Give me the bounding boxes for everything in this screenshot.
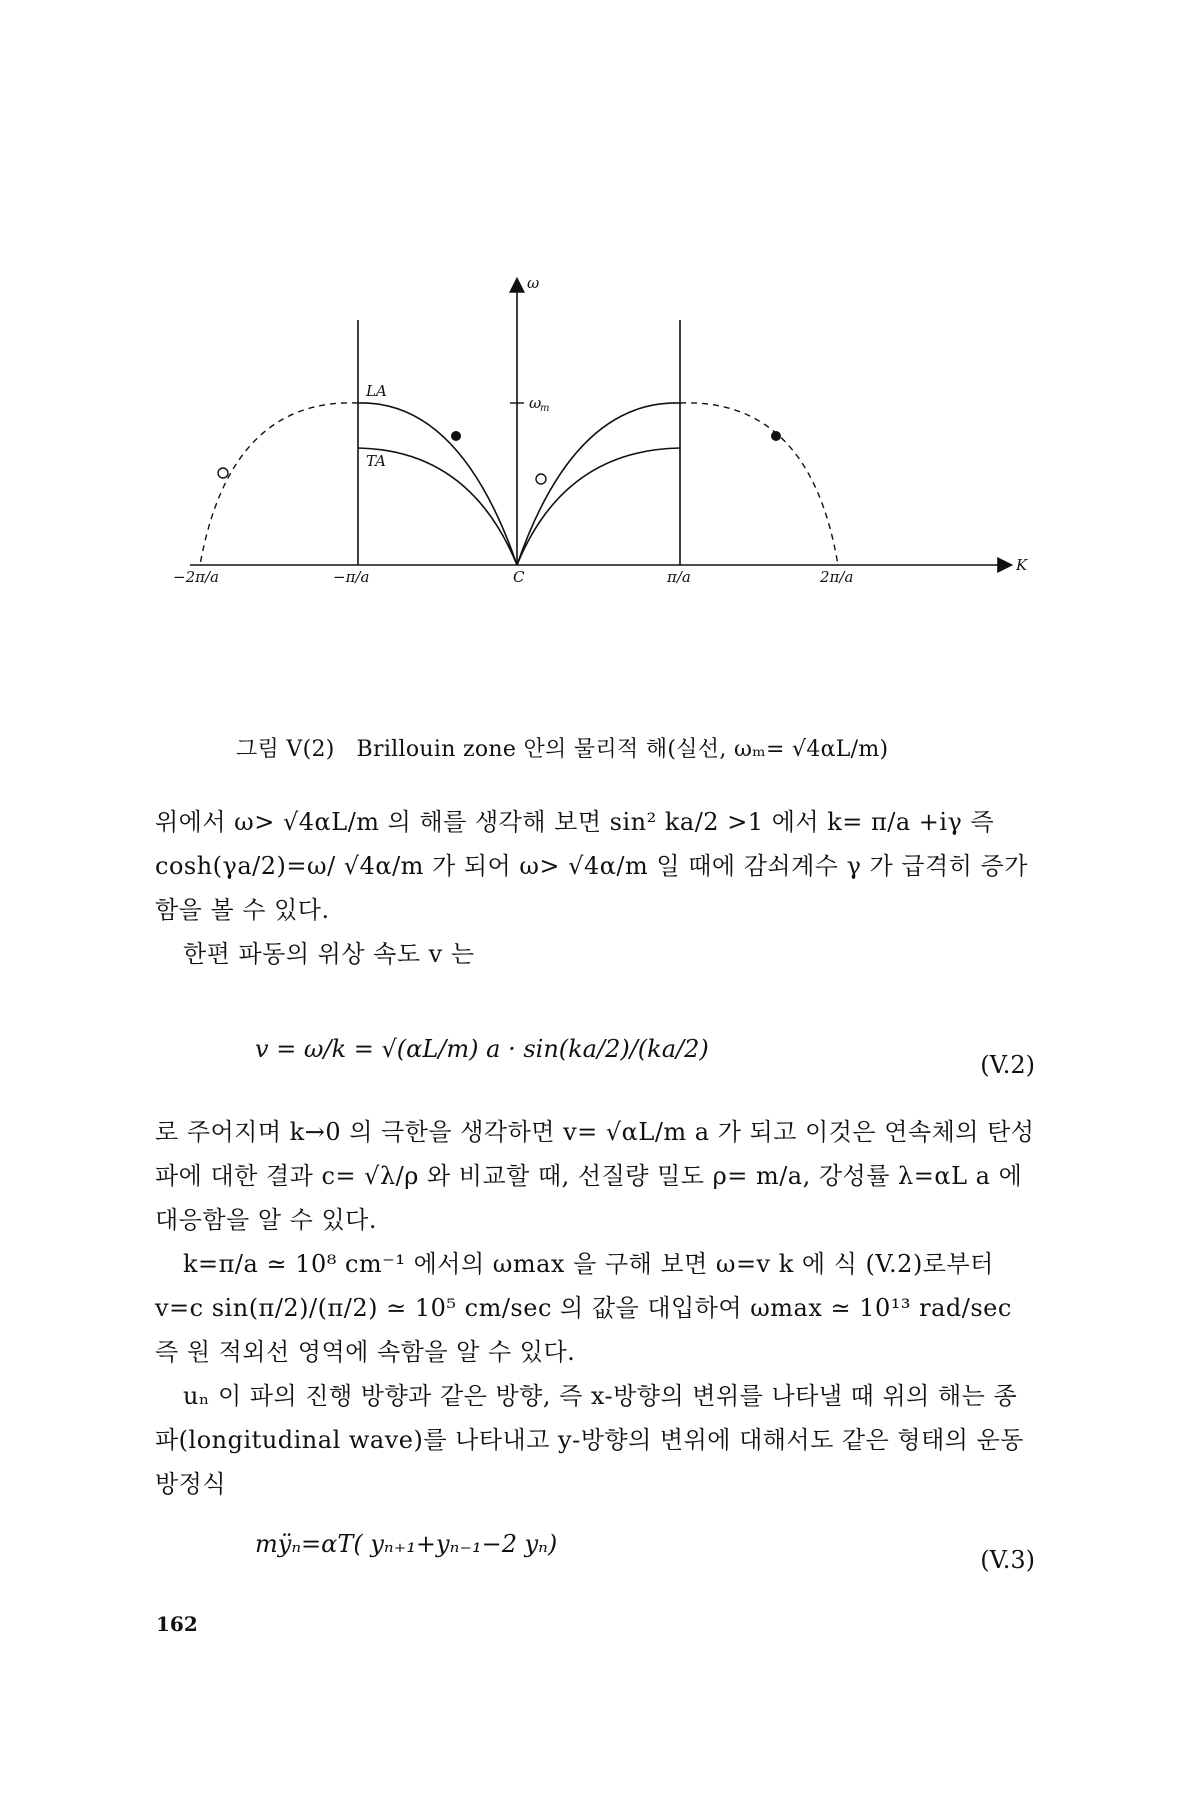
la-extended-right <box>680 403 838 565</box>
omega-m-subscript: m <box>540 403 550 414</box>
equation-v2-body: v = ω/k = √(αL/m) a · sin(ka/2)/(ka/2) <box>255 1035 709 1063</box>
dispersion-diagram <box>140 270 1080 700</box>
page-number: 162 <box>156 1612 198 1636</box>
la-label: LA <box>366 382 387 400</box>
point-filled-left <box>451 431 461 441</box>
tick-label-neg-pi: −π/a <box>333 568 370 586</box>
tick-label-neg-2pi: −2π/a <box>173 568 219 586</box>
ta-label: TA <box>366 452 387 470</box>
omega-axis-label: ω <box>527 274 540 292</box>
k-axis-label: K <box>1016 556 1028 574</box>
caption-text: Brillouin zone 안의 물리적 해(실선, ωₘ= √4αL/m) <box>356 737 889 762</box>
omega-m-label: ω <box>529 394 542 412</box>
paragraph-2: 한편 파동의 위상 속도 v 는 <box>183 940 475 968</box>
paragraph-4: k=π/a ≃ 10⁸ cm⁻¹ 에서의 ωmax 을 구해 보면 ω=v k 에 식 (V.2)로부터 v=c sin(π/2)/(π/2) ≃ 10⁵ cm/sec 의 값을 대입하여 ωmax ≃ 10¹³ rad/sec 즉 원 적외선 영역에 속함을 알 수 있다. <box>155 1250 1012 1366</box>
text-block-1 <box>155 800 1035 976</box>
equation-v2 <box>155 1035 1035 1095</box>
paragraph-1: 위에서 ω> √4αL/m 의 해를 생각해 보면 sin² ka/2 >1 에서 k= π/a +iγ 즉 cosh(γa/2)=ω/ √4α/m 가 되어 ω> √4α/m 일 때에 감쇠계수 γ 가 급격히 증가함을 볼 수 있다. <box>155 808 1028 924</box>
tick-label-c: C <box>513 568 525 586</box>
point-open-right <box>536 474 546 484</box>
tick-label-2pi: 2π/a <box>820 568 854 586</box>
point-filled-right <box>771 431 781 441</box>
figure-caption <box>236 732 1036 763</box>
paragraph-3: 로 주어지며 k→0 의 극한을 생각하면 v= √αL/m a 가 되고 이것은 연속체의 탄성파에 대한 결과 c= √λ/ρ 와 비교할 때, 선질량 밀도 ρ= m/a, 강성률 λ=αL a 에 대응함을 알 수 있다. <box>155 1118 1035 1234</box>
text-block-2 <box>155 1110 1035 1506</box>
point-open-left <box>218 468 228 478</box>
tick-label-pi: π/a <box>667 568 691 586</box>
la-branch-left <box>358 403 517 565</box>
equation-v3-body: mÿₙ=αT( yₙ₊₁+yₙ₋₁−2 yₙ) <box>255 1530 558 1558</box>
la-extended-left <box>200 403 358 565</box>
paragraph-5: uₙ 이 파의 진행 방향과 같은 방향, 즉 x-방향의 변위를 나타낼 때 위의 해는 종파(longitudinal wave)를 나타내고 y-방향의 변위에 대해서도 같은 형태의 운동 방정식 <box>155 1382 1024 1498</box>
equation-v2-number: (V.2) <box>980 1051 1035 1079</box>
equation-v3-number: (V.3) <box>980 1546 1035 1574</box>
dispersion-figure <box>140 270 1080 700</box>
equation-v3 <box>155 1530 1035 1590</box>
caption-label: 그림 V(2) <box>236 737 335 762</box>
